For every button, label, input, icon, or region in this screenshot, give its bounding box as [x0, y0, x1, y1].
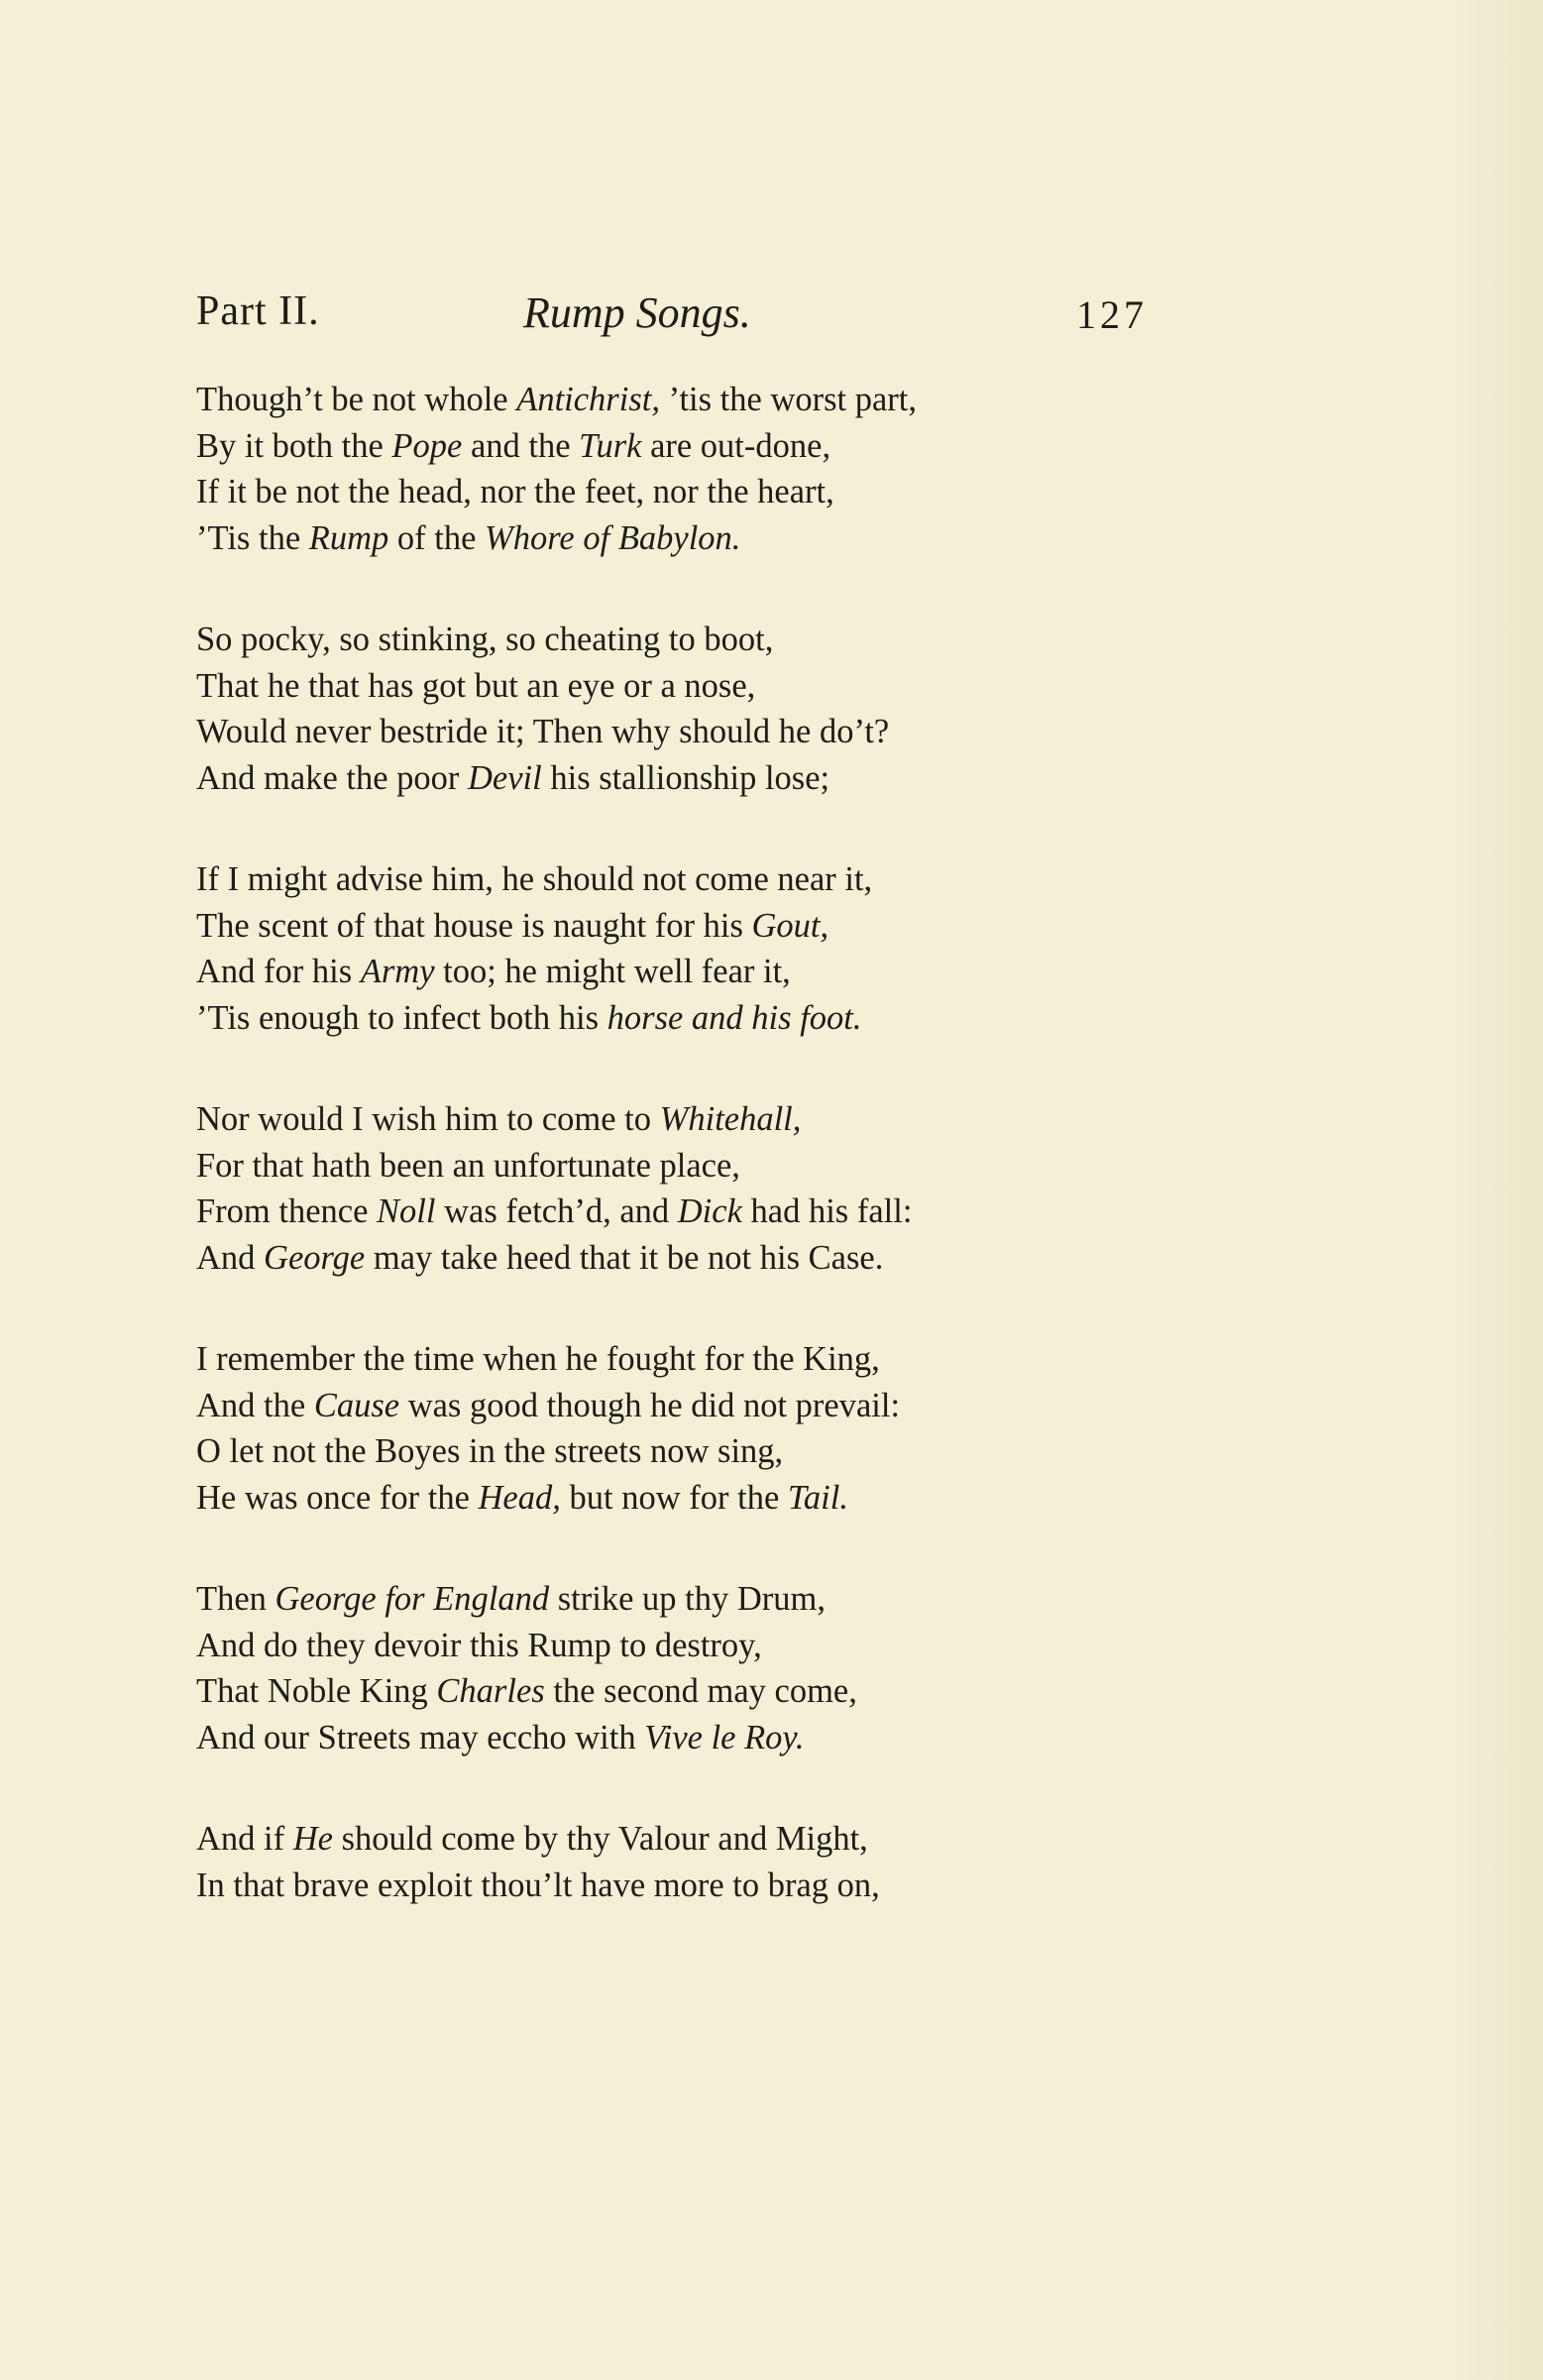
text-segment: O let not the Boyes in the streets now sing,: [196, 1432, 784, 1470]
stanza: [196, 1576, 1187, 1760]
stanza: [196, 1096, 1187, 1281]
running-head: [196, 287, 1148, 347]
poem-line: [196, 1428, 1187, 1475]
poem-line: [196, 1235, 1187, 1282]
text-segment: He was once for the: [196, 1478, 479, 1517]
text-segment: may take heed that it be not his Case.: [365, 1238, 884, 1277]
text-segment: And the: [196, 1386, 314, 1424]
stanza: [196, 617, 1187, 801]
text-segment: ’tis the worst part,: [659, 381, 918, 418]
text-segment: was good though he did not prevail:: [399, 1386, 901, 1424]
text-segment: of the: [388, 518, 486, 557]
text-segment: And if: [196, 1820, 293, 1858]
text-segment: are out-done,: [641, 426, 831, 465]
italic-text: George for England: [275, 1580, 550, 1618]
stanza: [196, 856, 1187, 1041]
italic-text: Cause: [313, 1386, 400, 1424]
stanza: [196, 1336, 1187, 1521]
text-segment: From thence: [196, 1192, 378, 1230]
italic-text: George: [264, 1238, 366, 1277]
poem-line: [196, 377, 1187, 423]
poem-line: [196, 1475, 1187, 1522]
poem-line: [196, 995, 1187, 1042]
italic-text: Head,: [478, 1478, 561, 1517]
text-segment: The scent of that house is naught for his: [196, 906, 752, 945]
text-segment: In that brave exploit thou’lt have more to brag on,: [196, 1866, 880, 1904]
poem-line: [196, 1096, 1187, 1143]
poem-line: [196, 1715, 1187, 1761]
poem-line: [196, 1816, 1187, 1863]
italic-text: Dick: [677, 1192, 742, 1230]
poem-line: [196, 1668, 1187, 1715]
text-segment: And: [196, 1238, 265, 1277]
italic-text: Turk: [579, 426, 642, 465]
poem-line: [196, 1863, 1187, 1909]
text-segment: And our Streets may eccho with: [196, 1718, 645, 1757]
italic-text: Gout,: [751, 906, 829, 945]
poem-line: [196, 949, 1187, 995]
running-title: Rump Songs.: [523, 288, 751, 337]
italic-text: Antichrist,: [516, 381, 660, 418]
stanza: [196, 377, 1187, 561]
poem-body: [196, 377, 1187, 1964]
text-segment: By it both the: [196, 426, 392, 465]
italic-text: Whore of Babylon.: [485, 518, 741, 557]
poem-line: [196, 423, 1187, 470]
poem-line: [196, 1623, 1187, 1669]
text-segment: too; he might well fear it,: [434, 953, 791, 990]
text-segment: ’Tis enough to infect both his: [196, 998, 607, 1037]
text-segment: And do they devoir this Rump to destroy,: [196, 1626, 762, 1664]
poem-line: [196, 1576, 1187, 1623]
poem-line: [196, 515, 1187, 562]
text-segment: had his fall:: [741, 1192, 913, 1230]
italic-text: Pope: [391, 426, 463, 465]
text-segment: and the: [462, 426, 580, 465]
text-segment: the second may come,: [544, 1672, 857, 1710]
text-segment: but now for the: [560, 1478, 788, 1517]
italic-text: Vive le Roy.: [644, 1718, 805, 1757]
text-segment: And make the poor: [196, 758, 469, 797]
text-segment: If it be not the head, nor the feet, nor the heart,: [196, 473, 834, 510]
part-label: Part II.: [196, 288, 320, 334]
text-segment: That Noble King: [196, 1672, 437, 1710]
text-segment: I remember the time when he fought for the King,: [196, 1340, 880, 1378]
italic-text: horse and his foot.: [606, 998, 862, 1037]
page-number: 127: [1076, 292, 1148, 337]
text-segment: Nor would I wish him to come to: [196, 1100, 660, 1138]
text-segment: was fetch’d, and: [435, 1192, 678, 1230]
italic-text: Charles: [436, 1672, 545, 1710]
poem-line: [196, 617, 1187, 663]
text-segment: That he that has got but an eye or a nose,: [196, 666, 756, 705]
poem-line: [196, 469, 1187, 515]
text-segment: strike up thy Drum,: [549, 1580, 826, 1618]
stanza: [196, 1816, 1187, 1908]
italic-text: He: [292, 1820, 333, 1858]
poem-line: [196, 1189, 1187, 1235]
italic-text: Whitehall,: [659, 1100, 802, 1138]
text-segment: So pocky, so stinking, so cheating to boot,: [196, 621, 774, 658]
text-segment: should come by thy Valour and Might,: [332, 1820, 868, 1858]
poem-line: [196, 663, 1187, 710]
text-segment: Then: [196, 1580, 276, 1618]
poem-line: [196, 709, 1187, 755]
italic-text: Army: [360, 953, 435, 990]
poem-line: [196, 1336, 1187, 1383]
poem-line: [196, 1383, 1187, 1429]
poem-line: [196, 903, 1187, 950]
poem-line: [196, 1143, 1187, 1190]
italic-text: Devil: [468, 758, 542, 797]
poem-line: [196, 856, 1187, 903]
text-segment: For that hath been an unfortunate place,: [196, 1146, 740, 1185]
italic-text: Rump: [308, 518, 389, 557]
text-segment: If I might advise him, he should not come near it,: [196, 860, 873, 898]
italic-text: Noll: [377, 1192, 436, 1230]
text-segment: his stallionship lose;: [541, 758, 830, 797]
text-segment: ’Tis the: [196, 518, 309, 557]
poem-line: [196, 755, 1187, 802]
text-segment: Would never bestride it; Then why should he do’t?: [196, 713, 890, 750]
italic-text: Tail.: [787, 1478, 848, 1517]
text-segment: Though’t be not whole: [196, 381, 517, 418]
text-segment: And for his: [196, 953, 361, 990]
